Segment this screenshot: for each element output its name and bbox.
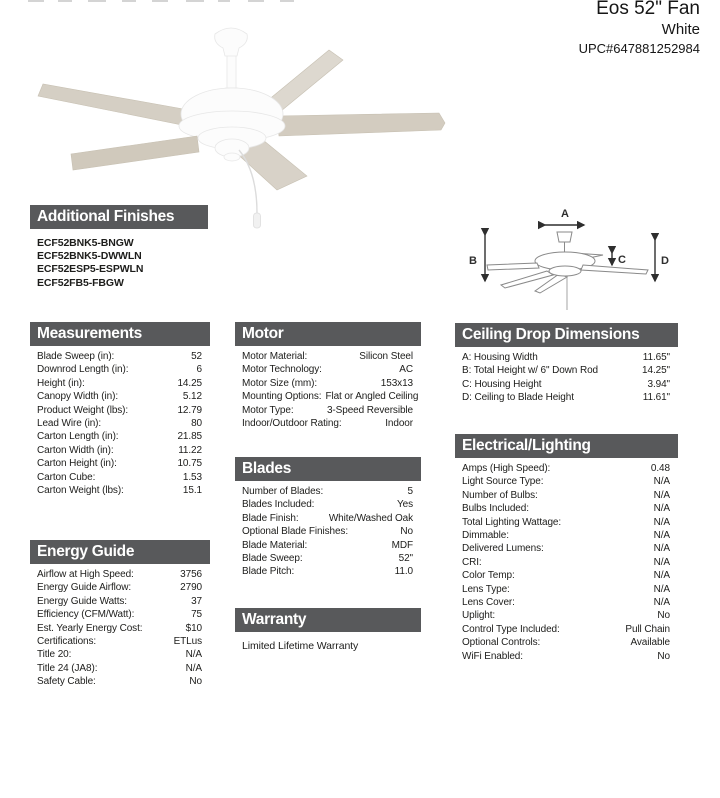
spec-label: Carton Length (in): bbox=[37, 431, 119, 443]
spec-row bbox=[455, 378, 678, 391]
spec-row bbox=[455, 516, 678, 529]
additional-finishes-list bbox=[30, 237, 208, 290]
spec-row bbox=[235, 390, 421, 403]
spec-value: N/A bbox=[185, 649, 202, 661]
spec-row bbox=[235, 363, 421, 376]
blades-section bbox=[235, 457, 421, 579]
spec-value: 3756 bbox=[180, 569, 202, 580]
spec-label: Dimmable: bbox=[462, 530, 509, 542]
electrical-lighting-rows bbox=[455, 462, 678, 663]
measurements-rows bbox=[30, 350, 210, 497]
spec-value: 80 bbox=[191, 418, 202, 430]
finish-code: ECF52FB5-FBGW bbox=[37, 276, 124, 289]
diagram-label-a: A bbox=[561, 208, 569, 220]
spec-value: 2790 bbox=[180, 582, 202, 594]
spec-row bbox=[235, 377, 421, 390]
electrical-lighting-section bbox=[455, 434, 678, 663]
spec-label: D: Ceiling to Blade Height bbox=[462, 392, 574, 404]
spec-label: Blade Finish: bbox=[242, 512, 299, 524]
fan-blade-lower-left bbox=[71, 136, 199, 170]
spec-value: N/A bbox=[653, 583, 670, 595]
spec-row bbox=[30, 675, 210, 688]
product-upc: UPC#647881252984 bbox=[578, 41, 700, 56]
spec-label: CRI: bbox=[462, 556, 482, 568]
spec-value: MDF bbox=[391, 539, 413, 551]
electrical-lighting-header: Electrical/Lighting bbox=[455, 434, 678, 458]
spec-row bbox=[235, 552, 421, 565]
fan-finial bbox=[224, 153, 240, 161]
spec-value: Pull Chain bbox=[625, 623, 670, 635]
spec-value: N/A bbox=[185, 662, 202, 674]
spec-label: Carton Width (in): bbox=[37, 444, 114, 456]
spec-value: N/A bbox=[653, 516, 670, 528]
spec-value: N/A bbox=[653, 489, 670, 501]
finish-code: ECF52BNK5-DWWLN bbox=[37, 250, 142, 263]
spec-value: N/A bbox=[653, 597, 670, 609]
spec-row bbox=[455, 529, 678, 542]
spec-value: N/A bbox=[653, 476, 670, 488]
spec-value: 11.61" bbox=[642, 392, 670, 404]
spec-value: 1.53 bbox=[182, 471, 202, 483]
spec-value: Indoor bbox=[385, 418, 413, 430]
finish-code: ECF52BNK5-BNGW bbox=[37, 237, 134, 249]
spec-label: Number of Bulbs: bbox=[462, 489, 538, 501]
product-name: Eos 52" Fan bbox=[596, 0, 700, 19]
warranty-text: Limited Lifetime Warranty bbox=[242, 640, 359, 652]
spec-value: 6 bbox=[196, 364, 202, 376]
warranty-section bbox=[235, 608, 421, 652]
spec-value: N/A bbox=[653, 530, 670, 542]
spec-row bbox=[30, 622, 210, 635]
spec-row bbox=[455, 556, 678, 569]
spec-row bbox=[455, 569, 678, 582]
diagram-canopy bbox=[557, 232, 572, 242]
spec-row bbox=[30, 648, 210, 661]
spec-value: 11.0 bbox=[394, 566, 413, 578]
spec-label: A: Housing Width bbox=[462, 352, 538, 363]
diagram-label-c: C bbox=[618, 254, 626, 266]
spec-row bbox=[30, 608, 210, 621]
spec-value: 14.25 bbox=[177, 377, 202, 389]
spec-row bbox=[30, 404, 210, 417]
spec-row bbox=[455, 391, 678, 404]
spec-value: AC bbox=[399, 364, 413, 376]
spec-row bbox=[455, 650, 678, 663]
spec-label: Optional Controls: bbox=[462, 637, 541, 649]
spec-row bbox=[455, 596, 678, 609]
motor-header: Motor bbox=[235, 322, 421, 346]
spec-value: Yes bbox=[396, 499, 413, 511]
spec-label: WiFi Enabled: bbox=[462, 650, 523, 662]
spec-value: 11.65" bbox=[642, 352, 670, 363]
spec-label: Lens Type: bbox=[462, 583, 510, 595]
spec-row bbox=[30, 484, 210, 497]
spec-value: Silicon Steel bbox=[359, 351, 413, 362]
spec-row bbox=[455, 583, 678, 596]
spec-row bbox=[235, 539, 421, 552]
ceiling-drop-rows bbox=[455, 351, 678, 405]
spec-label: Carton Height (in): bbox=[37, 458, 117, 470]
spec-label: Amps (High Speed): bbox=[462, 463, 551, 474]
fan-blade-left bbox=[38, 84, 189, 126]
spec-label: Bulbs Included: bbox=[462, 503, 529, 515]
spec-label: Blade Pitch: bbox=[242, 566, 295, 578]
ceiling-drop-section bbox=[455, 323, 678, 405]
spec-label: Est. Yearly Energy Cost: bbox=[37, 622, 143, 634]
spec-label: Uplight: bbox=[462, 610, 496, 622]
spec-value: Flat or Angled Ceiling bbox=[325, 391, 419, 403]
fan-blade-right bbox=[277, 113, 445, 136]
spec-label: Motor Size (mm): bbox=[242, 377, 318, 389]
spec-row bbox=[235, 512, 421, 525]
ceiling-drop-diagram bbox=[455, 195, 690, 313]
pull-chain-fob bbox=[254, 213, 261, 228]
spec-value: 52 bbox=[191, 351, 202, 362]
spec-label: Total Lighting Wattage: bbox=[462, 516, 562, 528]
spec-label: Title 20: bbox=[37, 649, 72, 661]
spec-value: 153x13 bbox=[380, 377, 413, 389]
spec-row bbox=[235, 525, 421, 538]
spec-label: Blades Included: bbox=[242, 499, 315, 511]
spec-label: Mounting Options: bbox=[242, 391, 322, 403]
spec-label: Control Type Included: bbox=[462, 623, 560, 635]
spec-label: Motor Type: bbox=[242, 404, 294, 416]
spec-label: Blade Sweep: bbox=[242, 553, 303, 565]
energy-guide-rows bbox=[30, 568, 210, 689]
spec-label: Motor Technology: bbox=[242, 364, 322, 376]
spec-row bbox=[235, 565, 421, 578]
spec-row bbox=[455, 475, 678, 488]
energy-guide-header: Energy Guide bbox=[30, 540, 210, 564]
spec-value: 14.25" bbox=[642, 365, 670, 377]
spec-value: 3.94" bbox=[647, 378, 670, 390]
spec-row bbox=[30, 350, 210, 363]
spec-label: Indoor/Outdoor Rating: bbox=[242, 418, 342, 430]
spec-label: Number of Blades: bbox=[242, 486, 324, 497]
spec-label: Light Source Type: bbox=[462, 476, 544, 488]
diagram-label-b: B bbox=[469, 255, 477, 267]
spec-row bbox=[30, 457, 210, 470]
spec-row bbox=[455, 502, 678, 515]
spec-row bbox=[30, 444, 210, 457]
spec-value: 5 bbox=[407, 486, 413, 497]
fan-product-photo bbox=[25, 10, 465, 238]
spec-label: Safety Cable: bbox=[37, 676, 96, 688]
measurements-header: Measurements bbox=[30, 322, 210, 346]
spec-value: 12.79 bbox=[177, 404, 202, 416]
product-title-block bbox=[579, 0, 700, 58]
spec-row bbox=[455, 609, 678, 622]
spec-value: 0.48 bbox=[650, 463, 670, 474]
spec-row bbox=[455, 636, 678, 649]
spec-row bbox=[30, 417, 210, 430]
product-finish: White bbox=[661, 21, 700, 38]
spec-row bbox=[235, 498, 421, 511]
spec-value: 37 bbox=[191, 595, 202, 607]
spec-row bbox=[30, 390, 210, 403]
spec-label: Canopy Width (in): bbox=[37, 391, 119, 403]
spec-row bbox=[455, 489, 678, 502]
spec-label: Blade Material: bbox=[242, 539, 308, 551]
spec-label: Energy Guide Airflow: bbox=[37, 582, 132, 594]
spec-value: 52" bbox=[398, 553, 413, 565]
spec-value: No bbox=[657, 650, 670, 662]
motor-section bbox=[235, 322, 421, 430]
spec-value: 11.22 bbox=[178, 444, 202, 456]
spec-label: Carton Weight (lbs): bbox=[37, 485, 124, 497]
spec-value: N/A bbox=[653, 503, 670, 515]
spec-value: 5.12 bbox=[182, 391, 202, 403]
measurements-section bbox=[30, 322, 210, 497]
spec-label: Color Temp: bbox=[462, 570, 515, 582]
spec-label: Blade Sweep (in): bbox=[37, 351, 115, 362]
diagram-label-d: D bbox=[661, 255, 669, 267]
spec-value: ETLus bbox=[173, 636, 202, 648]
spec-value: N/A bbox=[653, 556, 670, 568]
diagram-hub bbox=[549, 266, 581, 276]
spec-label: Downrod Length (in): bbox=[37, 364, 129, 376]
spec-label: Optional Blade Finishes: bbox=[242, 526, 348, 538]
spec-row bbox=[455, 364, 678, 377]
diagram-blade-right bbox=[581, 265, 648, 274]
spec-row bbox=[30, 662, 210, 675]
spec-label: Product Weight (lbs): bbox=[37, 404, 129, 416]
spec-value: N/A bbox=[653, 570, 670, 582]
spec-row bbox=[30, 581, 210, 594]
spec-label: C: Housing Height bbox=[462, 378, 542, 390]
spec-row bbox=[30, 568, 210, 581]
spec-value: White/Washed Oak bbox=[328, 512, 413, 524]
spec-row bbox=[455, 462, 678, 475]
spec-row bbox=[30, 635, 210, 648]
spec-label: Certifications: bbox=[37, 636, 97, 648]
spec-row bbox=[235, 485, 421, 498]
warranty-header: Warranty bbox=[235, 608, 421, 632]
spec-label: Energy Guide Watts: bbox=[37, 595, 127, 607]
blades-rows bbox=[235, 485, 421, 579]
energy-guide-section bbox=[30, 540, 210, 689]
spec-label: Height (in): bbox=[37, 377, 85, 389]
spec-value: 75 bbox=[191, 609, 202, 621]
spec-row bbox=[455, 351, 678, 364]
spec-row bbox=[30, 471, 210, 484]
spec-row bbox=[455, 623, 678, 636]
spec-label: Airflow at High Speed: bbox=[37, 569, 134, 580]
spec-value: 21.85 bbox=[177, 431, 202, 443]
spec-label: Efficiency (CFM/Watt): bbox=[37, 609, 135, 621]
spec-label: Delivered Lumens: bbox=[462, 543, 544, 555]
spec-label: Lens Cover: bbox=[462, 597, 515, 609]
spec-value: Available bbox=[630, 637, 670, 649]
additional-finishes-section bbox=[30, 205, 208, 290]
spec-value: 10.75 bbox=[177, 458, 202, 470]
spec-row bbox=[30, 430, 210, 443]
spec-label: Carton Cube: bbox=[37, 471, 96, 483]
fan-canopy bbox=[215, 28, 248, 56]
spec-value: No bbox=[189, 676, 202, 688]
spec-row bbox=[30, 363, 210, 376]
blades-header: Blades bbox=[235, 457, 421, 481]
spec-row bbox=[235, 417, 421, 430]
spec-value: No bbox=[400, 526, 413, 538]
spec-label: Motor Material: bbox=[242, 351, 308, 362]
diagram-blade-left bbox=[487, 263, 539, 270]
spec-row bbox=[235, 404, 421, 417]
spec-row bbox=[30, 595, 210, 608]
spec-label: B: Total Height w/ 6" Down Rod bbox=[462, 365, 598, 377]
spec-row bbox=[30, 377, 210, 390]
spec-value: N/A bbox=[653, 543, 670, 555]
ceiling-drop-header: Ceiling Drop Dimensions bbox=[455, 323, 678, 347]
additional-finishes-header: Additional Finishes bbox=[30, 205, 208, 229]
spec-value: $10 bbox=[185, 622, 202, 634]
motor-rows bbox=[235, 350, 421, 430]
spec-row bbox=[455, 542, 678, 555]
spec-value: No bbox=[657, 610, 670, 622]
spec-value: 3-Speed Reversible bbox=[326, 404, 413, 416]
spec-label: Title 24 (JA8): bbox=[37, 662, 98, 674]
spec-value: 15.1 bbox=[182, 485, 202, 497]
spec-row bbox=[235, 350, 421, 363]
finish-code: ECF52ESP5-ESPWLN bbox=[37, 263, 144, 276]
spec-label: Lead Wire (in): bbox=[37, 418, 102, 430]
